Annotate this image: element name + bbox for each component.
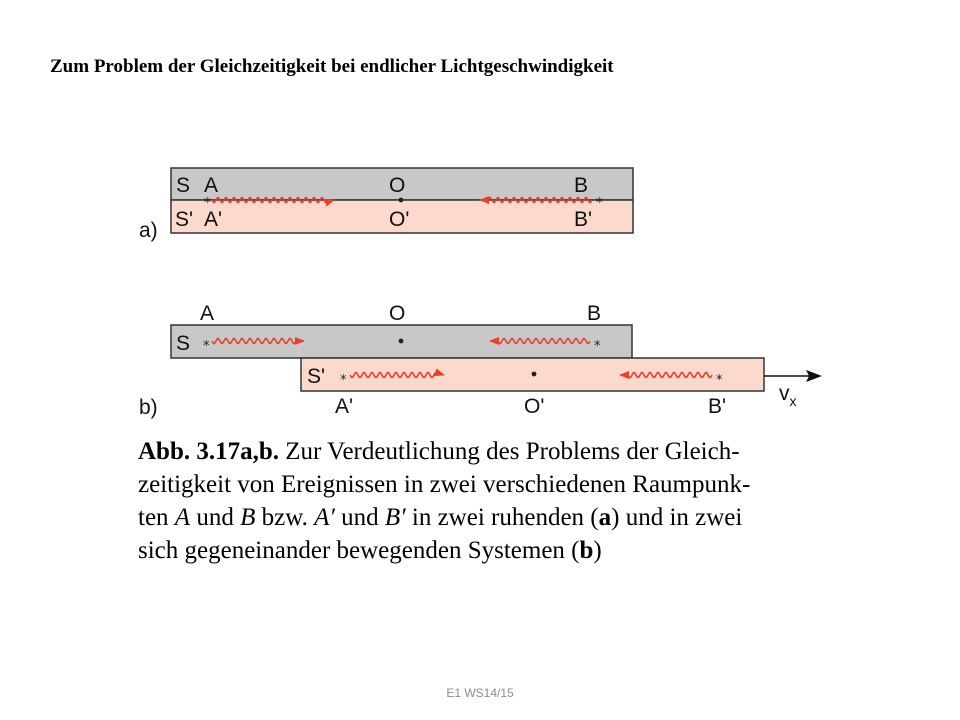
point-o-prime-label: O': [389, 208, 410, 231]
point-o-prime-label-b: O': [524, 395, 545, 418]
origin-dot-a: [399, 198, 404, 203]
event-star-left-a: *: [204, 196, 211, 211]
frame-s-prime-label-a: S': [175, 208, 194, 231]
event-star-left-b-s: *: [203, 339, 210, 354]
panel-a-label: a): [139, 219, 158, 242]
caption-line-1: Abb. 3.17a,b. Zur Verdeutlichung des Problems der Gleich-: [138, 438, 740, 465]
point-o-label-b: O: [389, 302, 406, 325]
caption-figure-number: Abb. 3.17a,b.: [138, 438, 280, 465]
caption-line-3: ten A und B bzw. A′ und B′ in zwei ruhenden (a) und in zwei: [138, 504, 743, 531]
event-star-right-a: *: [596, 196, 603, 211]
event-star-right-b-s-prime: *: [716, 373, 723, 388]
caption-line-2: zeitigkeit von Ereignissen in zwei verschiedenen Raumpunk-: [138, 471, 751, 498]
event-star-left-b-s-prime: *: [340, 373, 347, 388]
page-title: Zum Problem der Gleichzeitigkeit bei endlicher Lichtgeschwindigkeit: [50, 56, 614, 77]
origin-dot-b-s: [399, 339, 404, 344]
origin-dot-b-s-prime: [532, 372, 537, 377]
event-star-right-b-s: *: [594, 339, 601, 354]
frame-s-label-b: S: [176, 332, 191, 355]
frame-s-label-a: S: [176, 174, 191, 197]
velocity-label: $v_x$: [779, 382, 797, 409]
panel-b-label: b): [139, 396, 158, 419]
caption-line-4: sich gegeneinander bewegenden Systemen (b): [138, 537, 602, 564]
point-a-prime-label: A': [204, 208, 223, 231]
figure-caption: [138, 435, 838, 567]
point-o-label: O: [389, 174, 406, 197]
point-b-label-b: B: [587, 302, 602, 325]
frame-s-prime-label-b: S': [307, 365, 326, 388]
point-b-label: B: [574, 174, 589, 197]
point-b-prime-label-b: B': [708, 395, 727, 418]
point-a-prime-label-b: A': [335, 395, 354, 418]
point-a-label-b: A: [200, 302, 215, 325]
point-a-label: A: [204, 174, 219, 197]
point-b-prime-label: B': [574, 208, 593, 231]
footer-course-label: E1 WS14/15: [446, 686, 514, 700]
